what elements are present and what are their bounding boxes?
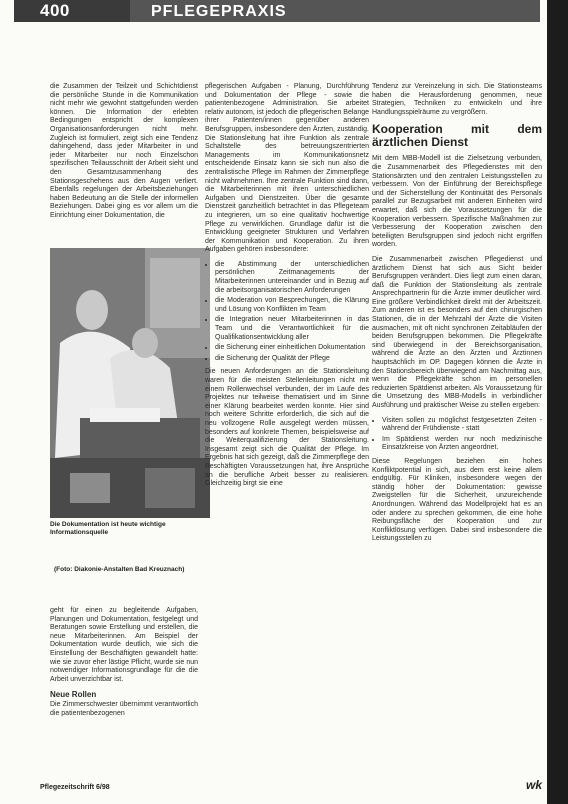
paragraph: Mit dem MBB-Modell ist die Zielsetzung verbunden, die Zusammenarbeit des Pflegedienstes mit den Stationsärzten und den zentralen Leistungsstellen zu verbessern. Von der Einführung der Bereichspflege und der Sicherstellung der Kontinuität des Personals parallel zur Bezugsarbeit mit anderen Einheiten wird erwartet, daß sich die Voraussetzungen für die Kooperation verbessern. Spezifische Maßnahmen zur Verbesserung der Kooperation zwischen den beteiligten Berufsgruppen sind jedoch nicht ergriffen worden. xyxy=(372,155,542,249)
journal-footer: Pflegezeitschrift 6/98 xyxy=(40,784,110,791)
list-item: • Visiten sollen zu möglichst festgesetzten Zeiten - während der Frühdienste - statt xyxy=(382,417,542,434)
paragraph: Die Zusammenarbeit zwischen Pflegedienst und ärztlichem Dienst hat sich aus Sicht beider Berufsgruppen verändert. Dies liegt zum einen daran, daß die Funktion der Stationsleitung als zentrale Ansprechpartnerin für die Ärzte immer deutlicher wird. Eine größere Verbindlichkeit direkt mit der Arbeitszeit. Zum anderen ist es besonders auf den chirurgischen Stationen, die in der Mehrzahl der Ärzte die Visiten ausmachen, mit oft nicht synchronen Zeitabläufen der beiden Berufsgruppen bekommen. Die Pflegekräfte sind überwiegend in der Bereichsorganisation, während die Ärzte an den Ärzten und Ärztinnen hauptsächlich im OP. Dagegen können die Ärzte in den Stationsbereich überwiegend am Nachmittag aus, wenn die Pflegekräfte schon im personellen reduzierten Spätdienst arbeiten. Als Voraussetzung für die Umsetzung des MBB-Modells in verbindlicher Ausführung und praktischer Weise zu stellen ergeben: xyxy=(372,255,542,409)
header-page-number-block xyxy=(14,0,130,22)
column-1-bottom xyxy=(50,607,198,725)
list-item: • die Moderation von Besprechungen, die Klärung und Lösung von Konflikten im Team xyxy=(215,297,369,314)
paragraph: Tendenz zur Vereinzelung in sich. Die Stationsteams haben die Herausforderung genommen, neue Strategien, Techniken zu entwickeln und ihre Handlungsspielräume zu vergrößern. xyxy=(372,83,542,116)
publisher-logo: wk xyxy=(526,778,543,792)
paragraph: Die neuen Anforderungen an die Stationsleitung waren für die meisten Stellenleitungen nicht mit einem Rollenwechsel verbunden, der im Laufe des Projektes nur teilweise thematisiert und im Sinne einer Klärung bearbeitet werden konnte. Hier sind noch weitere Schritte erforderlich, die sich auf die neu vollzogene Rolle ausgelegt werden müssen, besonders auf konkrete Themen, beispielsweise auf die Weiterqualifizierung der Stationsleitung. Insgesamt zeigt sich die Qualität der Pflege. Im Ergebnis hat sich gezeigt, daß die Zimmerpflege den Beschäftigten Voraussetzungen hat, ihre Ansprüche an die berufliche Arbeit besser zu realisieren. Gleichzeitig birgt sie eine xyxy=(205,368,369,488)
paragraph: Die Zimmerschwester übernimmt verantwortlich die patientenbezogenen xyxy=(50,701,198,717)
page-number: 400 xyxy=(40,1,70,20)
rules-list xyxy=(372,417,542,453)
list-item: • die Sicherung einer einheitlichen Dokumentation xyxy=(215,344,369,353)
section-title: PFLEGEPRAXIS xyxy=(151,3,287,20)
column-2 xyxy=(205,83,369,495)
task-list xyxy=(205,261,369,364)
page-edge-shadow xyxy=(547,0,568,804)
photo-credit: (Foto: Diakonie-Anstalten Bad Kreuznach) xyxy=(54,566,185,573)
photo-caption: Die Dokumentation ist heute wichtige Informationsquelle xyxy=(50,521,166,536)
paragraph: die Zusammen der Teilzeit und Schichtdienst die persönliche Stunde in die Kommunikation nicht mehr wie gewohnt stattgefunden werden können. Die Information der erlebten Bedingungen entspricht der komplexen Organisationsanforderungen nicht mehr. Zugleich ist formuliert, zeigt sich eine Tendenz dahingehend, dass jeder Mitarbeiter in und jeder Mitarbeiter nur noch Einzelschon spezifischen Teilausschnitt der Arbeit sieht und den Gesamtzusammenhang des Stationsgeschehens aus den Augen verliert. Ebenfalls regelungen der Arbeitsbeziehungen haben Bedeutung an die Stelle der informellen Beziehungen. Dabei ging es vor allem um die Einrichtung einer Dokumentation, die xyxy=(50,83,198,219)
photo-illustration-icon xyxy=(50,248,210,518)
list-item: • Im Spätdienst werden nur noch medizinische Einsatzkreise von Ärzten angeordnet. xyxy=(382,436,542,453)
column-1-top xyxy=(50,83,198,227)
list-item: • die Sicherung der Qualität der Pflege xyxy=(215,355,369,364)
column-3 xyxy=(372,83,542,550)
heading-kooperation: Kooperation mit dem ärztlichen Dienst xyxy=(372,122,542,150)
photo-documentation xyxy=(50,248,210,518)
paragraph: geht für einen zu begleitende Aufgaben, Planungen und Dokumentation, festgelegt und Beratungen sowie Erstellung und erstellen, die neue Mitarbeiterinnen. Am Beispiel der Dokumentation wurde deutlich, wie sich die Einstellung der Beschäftigten gewandelt hatte: wie sie zuvor eher lästige Pflicht, wurde sie nun notwendiger Informationsgrundlage für die die Arbeit unverzichtbar ist. xyxy=(50,607,198,683)
paragraph: Diese Regelungen beziehen ein hohes Konfliktpotential in sich, aus dem erst keine allem endgültig. Für Kliniken, insbesondere wegen der ständig höher der Dokumentation: gewisse Zweigstellen für die Sicherheit, unzureichende Anordnungen. Während das Modellprojekt hat es an oder andere zu sprechen gekommen, die eine hohe Reibungsfläche der Kooperation und zur Konfliktlösung verfügen. Dabei sind insbesondere die Leistungsstellen zu xyxy=(372,457,542,543)
list-item: • die Abstimmung der unterschiedlichen persönlichen Zeitmanagements der Mitarbeiterinnen untereinander und in Bezug auf die arbeitsorganisatorischen Anforderungen xyxy=(215,261,369,295)
paragraph: pflegerischen Aufgaben - Planung, Durchführung und Dokumentation der Pflege - sowie die patientenbezogene Administration. Sie arbeitet relativ autonom, ist jedoch die pflegerischen Belange ihrer Patienten/innen gegenüber anderen Berufsgruppen, insbesondere den Ärzten, zuständig. Die Stationsleitung hat ihre Funktion als zentrale Schaltstelle des betreuungszentrierten Managements im Kommunikationsnetz entscheidende Einsatz kann sie sich nun also die zentralistische Pflege im Rahmen der Zimmerpflege nicht wahrnehmen. Ihre zentrale Funktion sind dann, die Mitarbeiterinnen mit ihren unterschiedlichen Aufgaben und Dienstzeiten. Über die gesamte Dienstzeit ganzheitlich betrachtet in das Pflegeteam zu integrieren, um so eine qualitativ hochwertige Pflege zu verwirklichen. Grundlage dafür ist die Entwicklung geeigneter Strukturen und Verfahren der Kommunikation und Kooperation. Zu ihren Aufgaben gehören insbesondere: xyxy=(205,83,369,254)
subheading-neue-rollen: Neue Rollen xyxy=(50,690,97,700)
list-item: • die Integration neuer Mitarbeiterinnen in das Team und die Verantwortlichkeit für die Qualifikationsentwicklung aller xyxy=(215,316,369,342)
